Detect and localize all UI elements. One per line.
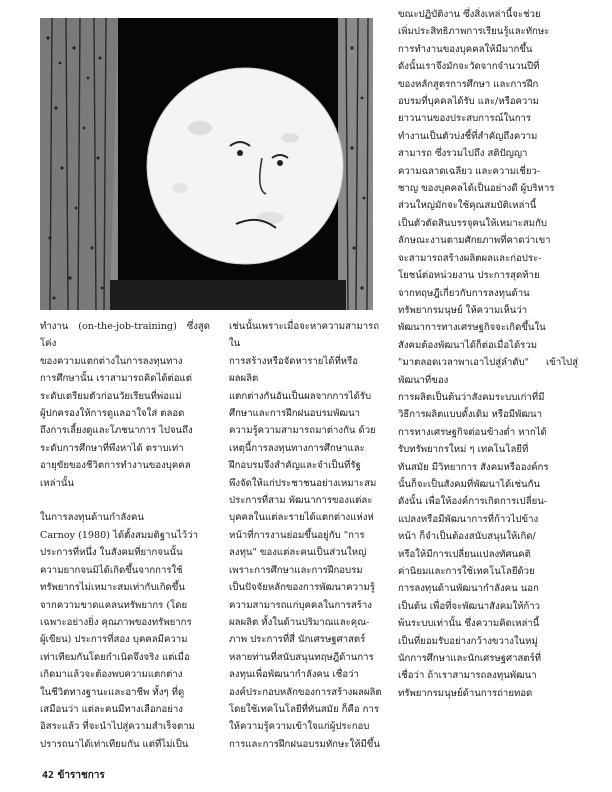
journal-name: ข้าราชการ — [57, 770, 105, 781]
left-curtain — [40, 18, 118, 310]
moon — [147, 68, 343, 264]
page-footer — [42, 768, 105, 783]
window-sill — [110, 280, 346, 310]
moon-face-illustration — [40, 18, 373, 310]
text-column-right: ขณะปฏิบัติงาน ซึ่งสิ่งเหล่านี้จะช่วย เพิ่มประสิทธิภาพการเรียนรู้และทักษะ การทำงานของบุคคลให้มีมากขึ้น ดังนั้นเราจึงมักจะวัดจากจำนวนปีที่ ของหลักสูตรการศึกษา และการฝึก อบรมที่บุคคลได้รับ และ/หรือความ ยาวนานของประสบการณ์ในการ ทำงานเป็นตัวบ่งชี้ที่สำคัญถึงความ สามารถ ซึ่งรวมไปถึง สติปัญญา ความฉลาดเฉลียว และความเชี่ยว- ชาญ ของบุคคลได้เป็นอย่างดี ผู้บริหาร ส่วนใหญ่มักจะใช้คุณสมบัติเหล่านี้ เป็นตัวตัดสินบรรจุคนให้เหมาะสมกับ ลักษณะงานตามศักยภาพที่คาดว่าเขา จะสามารถสร้างผลิตผลและก่อประ- โยชน์ต่อหน่วยงาน ประการสุดท้าย จากทฤษฎีเกี่ยวกับการลงทุนด้าน ทรัพยากรมนุษย์ ให้ความเห็นว่า พัฒนาการทางเศรษฐกิจจะเกิดขึ้นใน สังคมต้องพัฒนาได้ก็ต่อเมื่อได้รวม "มาตลอดเวลาพาเอาไปสู่ลำดับ" เข้าไปสู่พัฒนาที่ของ การผลิตเป็นต้นว่าสังคมระบบเก่าที่มี วิธีการผลิตแบบดั้งเดิม หรือมีพัฒนา การทางเศรษฐกิจต่อนข้างต่ำ หากได้ รับทรัพยากรใหม่ ๆ เทคโนโลยีที่ ทันสมัย มีวิทยาการ สังคมหรือองค์กร นั้นก็จะเป็นสังคมที่พัฒนาได้เช่นกัน ดังนั้น เพื่อให้องค์การเกิดการเปลี่ยน- แปลงหรือมีพัฒนาการที่ก้าวไปข้าง หน้า ก็จำเป็นต้องสนับสนุนให้เกิด/ หรือให้มีการเปลี่ยนแปลงทัศนคติ ค่านิยมและการใช้เทคโนโลยีด้วย การลงทุนด้านพัฒนากำลังคน นอก เป็นต้น เพื่อที่จะพัฒนาสังคมให้ก้าว พ้นระบบเท่านั้น ซึ่งความคิดเหล่านี้ เป็นที่ยอมรับอย่างกว้างขวางในหมู่ นักการศึกษาและนักเศรษฐศาสตร์ที่ เชื่อว่า ถ้าเราสามารถลงทุนพัฒนา ทรัพยากรมนุษย์ด้านการถ่ายทอด — [398, 9, 578, 699]
text-column-middle: เช่นนั้นเพราะเมื่อจะหาความสามารถใน การสร้างหรือจัดหารายได้ที่หรือผลผลิต แตกต่างกันอันเป็นผลจากการได้รับ ศึกษาและการฝึกฝนอบรมพัฒนา ความรู้ความสามารถมาต่างกัน ด้วย เหตุนี้การลงทุนทางการศึกษาและ ฝึกอบรมจึงสำคัญและจำเป็นที่รัฐ พึงจัดให้แก่ประชาชนอย่างเหมาะสม ประการที่สาม พัฒนาการของแต่ละ บุคคลในแต่ละรายได้แตกต่างแห่งห่ หน้าที่การงานย่อมขึ้นอยู่กับ "การ ลงทุน" ของแต่ละคนเป็นส่วนใหญ่ เพราะการศึกษาและการฝึกอบรม เป็นปัจจัยหลักของการพัฒนาความรู้ ความสามารถแก่บุคคลในการสร้าง ผลผลิต ทั้งในด้านปริมาณและคุณ- ภาพ ประการที่สี่ นักเศรษฐศาสตร์ หลายท่านที่สนับสนุนทฤษฎีด้านการ ลงทุนเพื่อพัฒนากำลังคน เชื่อว่า องค์ประกอบหลักของการสร้างผลผลิต โดยใช้เทคโนโลยีที่ทันสมัย ก็คือ การ ให้ความรู้ความเข้าใจแก่ผู้ประกอบ การและการฝึกฝนอบรมทักษะให้มีขึ้น — [229, 321, 382, 750]
text-column-left: ทำงาน (on-the-job-training) ซึ่งสูดโค่ง ของความแตกต่างในการลงทุนทาง การศึกษานั้น เราสามารถคิดได้ต่อแต่ ระดับเตรียมตัวก่อนวัยเรียนที่พ่อแม่ ผู้ปกครองให้การดูแลอาใจใส่ ตลอด ถึงการเลี้ยงดูและโภชนาการ ไปจนถึง ระดับการศึกษาที่พึงหาได้ ตราบเท่า อายุขัยของชีวิตการทำงานของบุคคล เหล่านั้น ในการลงทุนด้านกำลังคน Carnoy (1980) ได้ตั้งสมมติฐานไว้ว่า ประการที่หนึ่ง ในสังคมที่ยากจนนั้น ความยากจนมิได้เกิดขึ้นจากการใช้ ทรัพยากรไม่เหมาะสมเท่ากับเกิดขึ้น จากความขาดแคลนทรัพยากร (โดย เฉพาะอย่างยิ่ง คุณภาพของทรัพยากร ผู้เขียน) ประการที่สอง บุคคลมีความ เท่าเทียมกันโดยกำเนิดจึงจริง แต่เมื่อ เกิดมาแล้วจะต้องพบความแตกต่าง ในชีวิตทางฐานะและอาชีพ ทั้งๆ ที่ดู เสมือนว่า แต่ละคนมีทางเลือกอย่าง อิสระแล้ว ที่จะนำไปสู่ความสำเร็จตาม ปรารถนาได้เท่าเทียมกัน แต่ที่ไม่เป็น — [40, 321, 210, 750]
page-number: 42 — [42, 770, 55, 781]
moon-face-icon — [40, 18, 373, 310]
